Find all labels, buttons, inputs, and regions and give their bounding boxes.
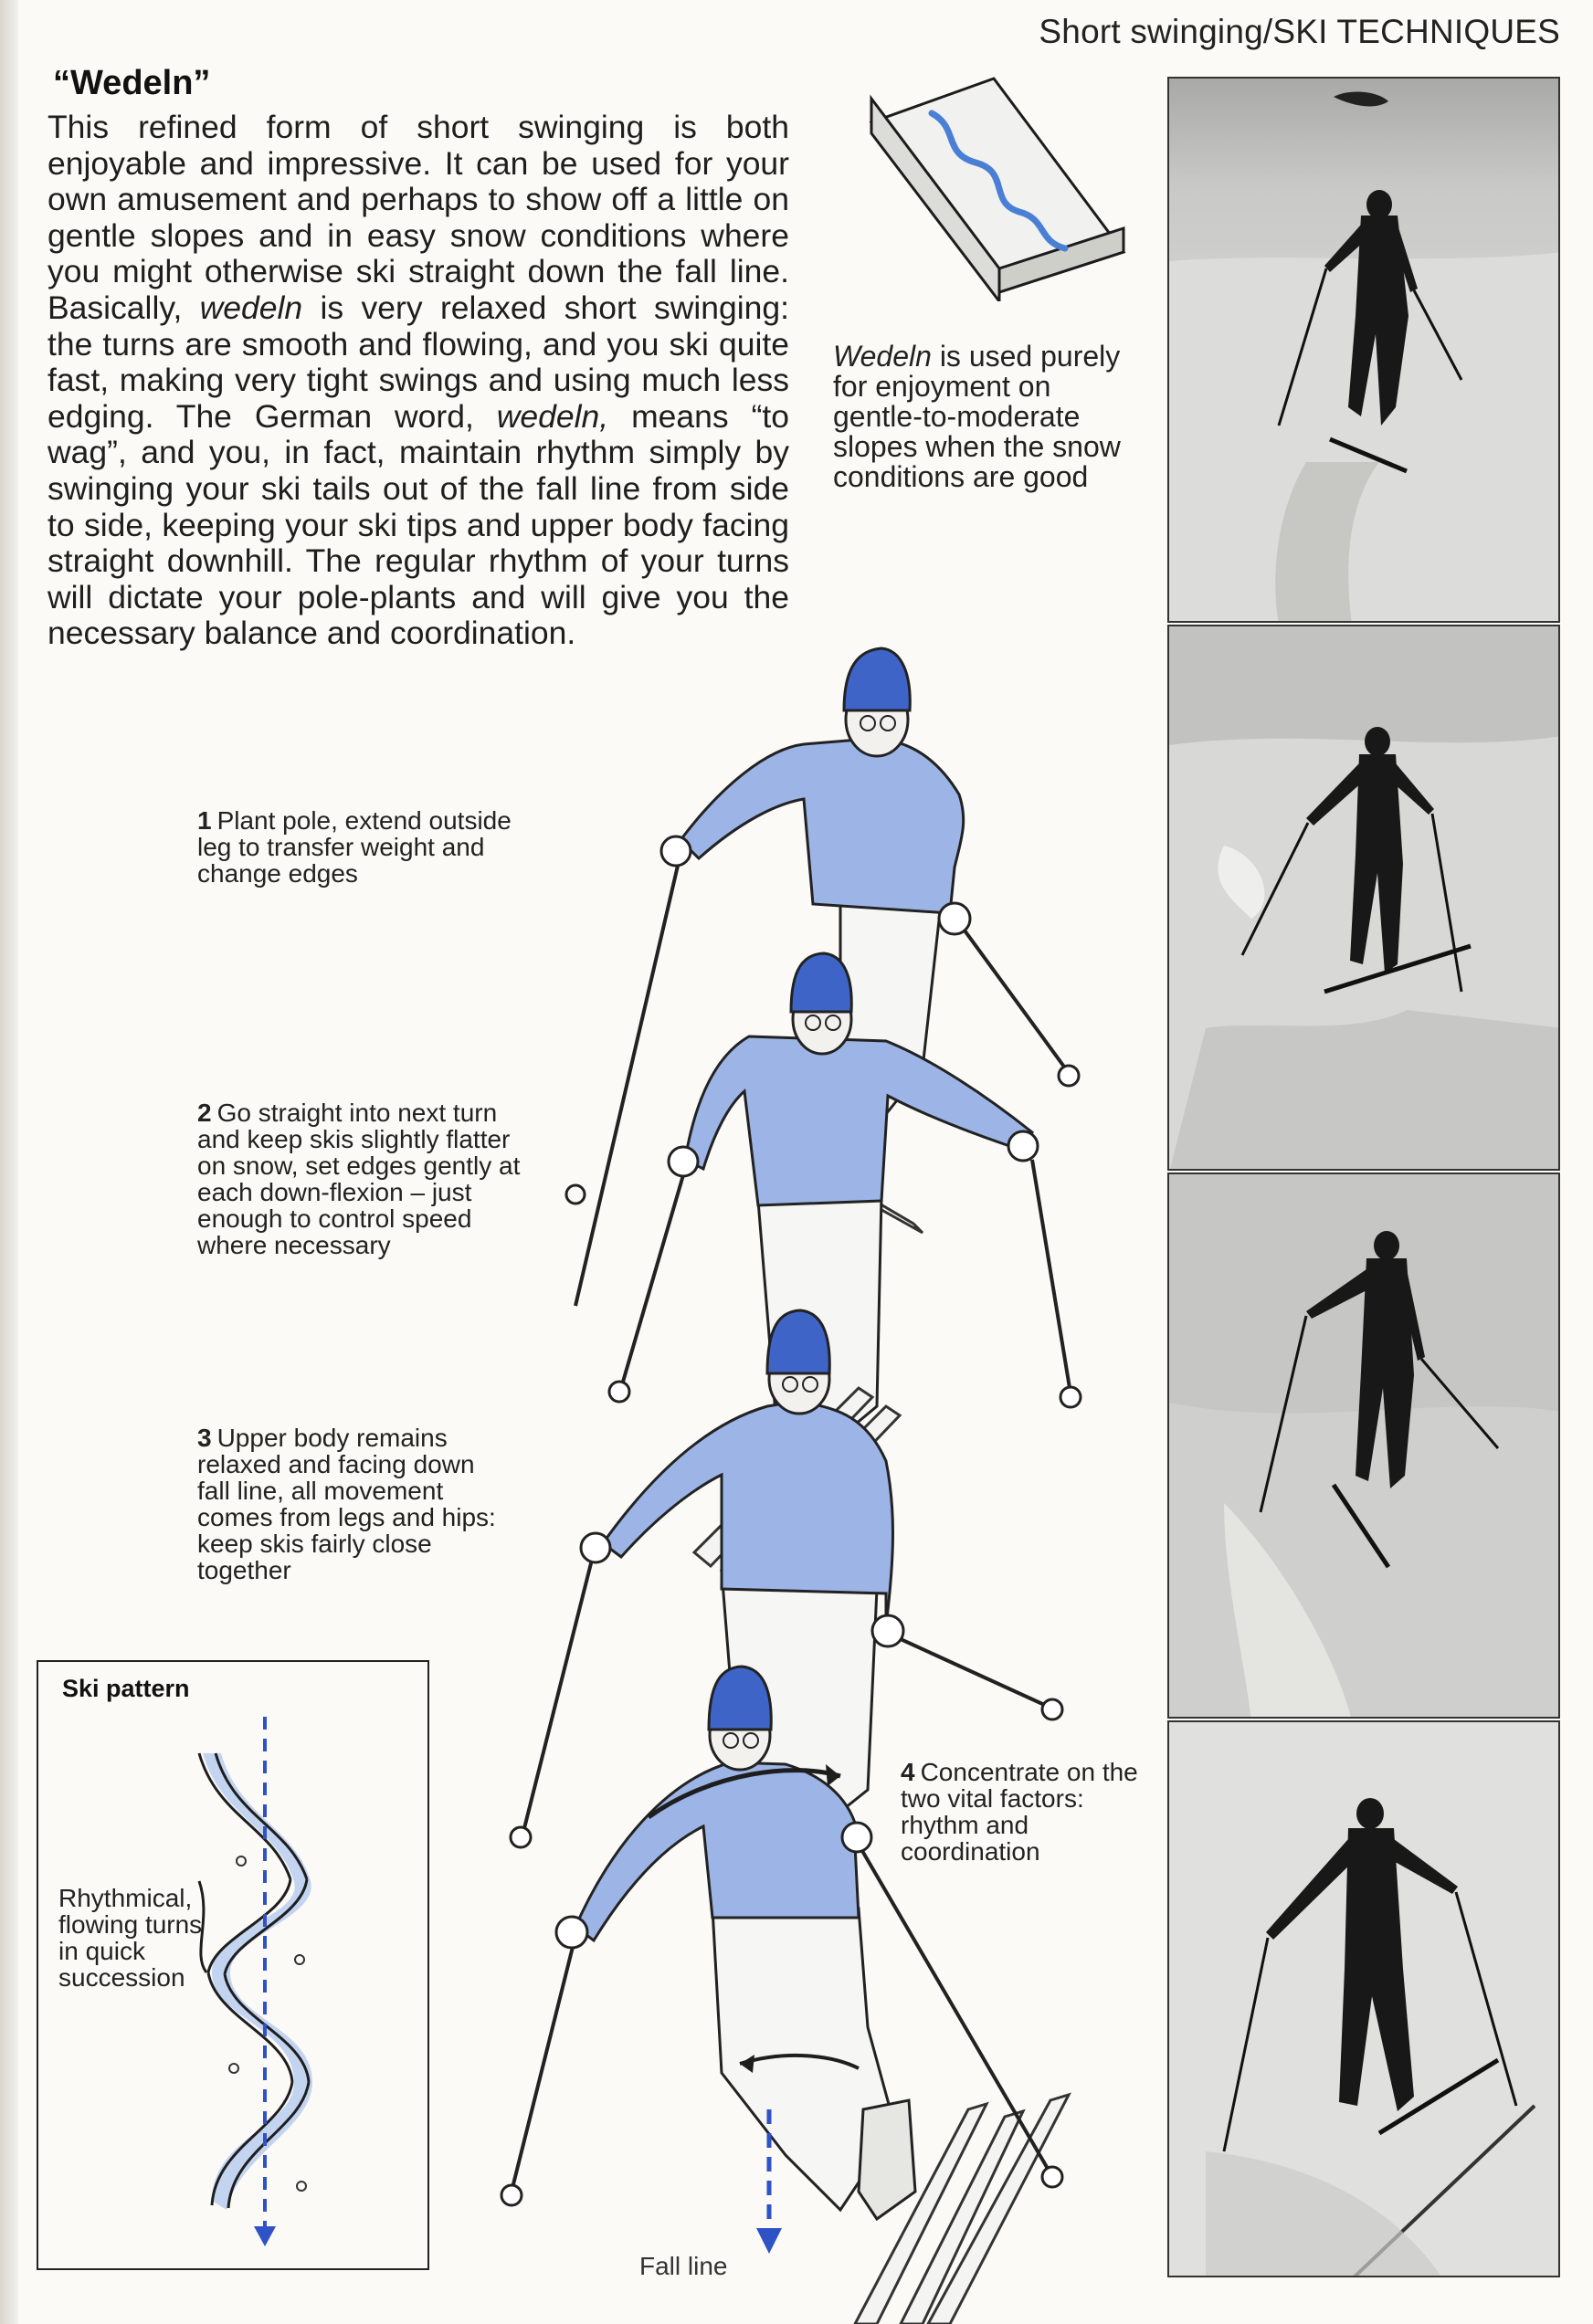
step-1-text: Plant pole, extend outside leg to transfer weight and change edges <box>197 806 512 888</box>
step-1-number: 1 <box>197 806 212 835</box>
slope-block-diagram <box>859 73 1133 301</box>
body-paragraph <box>47 110 789 652</box>
step-2-caption <box>197 1099 526 1258</box>
step-3-caption <box>197 1425 508 1583</box>
body-text-emphasis-2: wedeln, <box>496 397 609 435</box>
slope-caption-text: is used purely for enjoyment on gentle-to-moderate slopes when the snow conditions are good <box>833 340 1121 493</box>
photo-2 <box>1167 625 1560 1171</box>
book-gutter <box>0 0 18 2324</box>
body-text-part1: This refined form of short swinging is both enjoyable and impressive. It can be used for your own amusement and perhaps to show off a little on gentle slopes and in easy snow conditions where you might otherwise ski straight down the fall line. Basically, <box>47 109 789 326</box>
ski-pattern-title: Ski pattern <box>62 1675 190 1702</box>
skier-2 <box>609 953 1081 1443</box>
step-3-number: 3 <box>197 1424 212 1452</box>
body-text-part2: is very relaxed short swinging: the turns are smooth and flowing, and you ski quite fast, making very tight swings and using much less edging. The German word, <box>47 289 790 435</box>
slope-caption <box>833 342 1134 492</box>
photo-1 <box>1167 77 1560 623</box>
step-1-caption <box>197 807 526 887</box>
fall-line-label: Fall line <box>639 2252 728 2280</box>
step-4-number: 4 <box>901 1758 915 1786</box>
photo-sequence <box>1167 77 1560 2277</box>
running-head: Short swinging/SKI TECHNIQUES <box>1039 13 1560 50</box>
photo-4 <box>1167 1720 1560 2277</box>
step-2-number: 2 <box>197 1099 212 1127</box>
step-3-text: Upper body remains relaxed and facing down fall line, all movement comes from legs and hips: keep skis fairly close together <box>197 1424 496 1584</box>
step-4-text: Concentrate on the two vital factors: rhythm and coordination <box>901 1758 1138 1866</box>
ski-pattern-box <box>37 1660 429 2270</box>
step-4-caption <box>901 1759 1138 1865</box>
section-heading: “Wedeln” <box>53 64 211 102</box>
body-text-part3: means “to wag”, and you, in fact, maintain rhythm simply by swinging your ski tails out of the fall line from side to side, keeping your ski tips and upper body facing straight downhill. The regular rhythm of your turns will dictate your pole-plants and will give you the necessary balance and coordination. <box>47 397 789 652</box>
body-text-emphasis-1: wedeln <box>199 289 303 326</box>
photo-3 <box>1167 1173 1560 1719</box>
skier-sequence-illustration <box>493 639 1151 2324</box>
ski-pattern-description: Rhythmical, flowing turns in quick succession <box>58 1884 203 1992</box>
step-2-text: Go straight into next turn and keep skis slightly flatter on snow, set edges gently at each down-flexion – just enough to control speed where necessary <box>197 1099 521 1259</box>
slope-caption-emphasis: Wedeln <box>833 340 932 373</box>
